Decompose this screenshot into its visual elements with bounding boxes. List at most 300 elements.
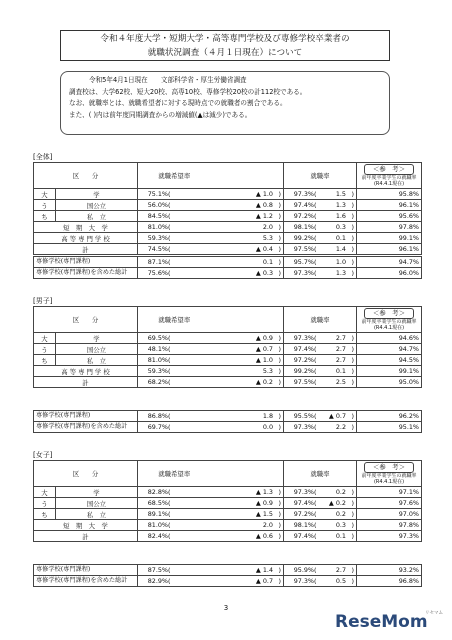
- hope-rate-value: 69.5%: [147, 334, 168, 342]
- reference-header: [357, 163, 422, 189]
- paren-open: (: [314, 488, 317, 496]
- reference-sub-1: 前年度卒業学生の就職率: [361, 473, 417, 479]
- employment-rate-cell: [284, 366, 357, 377]
- employment-rate-cell-value: 97.4%: [293, 499, 314, 507]
- paren-open: (: [314, 212, 317, 220]
- row-label: 短 期 大 学: [34, 222, 138, 233]
- hope-rate-cell: [138, 565, 284, 576]
- hope-rate-delta: 1.8: [262, 412, 274, 420]
- employment-rate-cell-delta: 2.7: [335, 345, 346, 353]
- paren-close: ): [351, 423, 355, 431]
- employment-rate-cell-value: 97.3%: [293, 423, 315, 431]
- row-label-2: 国公立: [56, 344, 138, 355]
- employment-rate-cell-delta: 1.4: [335, 245, 346, 253]
- hope-rate-delta: 5.3: [262, 367, 273, 375]
- page-number: 3: [223, 604, 229, 612]
- paren-open: (: [314, 234, 317, 242]
- paren-close: ): [278, 258, 282, 266]
- employment-rate-cell-value: 97.4%: [293, 201, 314, 209]
- employment-rate-cell: [284, 233, 357, 244]
- hope-rate-cell: [138, 422, 284, 433]
- employment-rate-cell: [284, 344, 357, 355]
- reference-rate-cell: 95.0%: [357, 377, 422, 388]
- hope-rate-delta: ▲ 0.2: [255, 378, 273, 386]
- reference-rate-cell: 94.7%: [357, 257, 422, 268]
- hope-rate-value: 82.4%: [147, 532, 168, 540]
- hope-rate-cell: [138, 576, 284, 587]
- paren-open: (: [314, 521, 317, 529]
- paren-close: ): [278, 510, 281, 518]
- hope-rate-cell: [138, 377, 284, 388]
- employment-rate-cell: [284, 498, 357, 509]
- reference-rate-cell: 95.1%: [357, 422, 422, 433]
- table-row: [34, 355, 422, 366]
- vocational-school-table: [33, 564, 422, 587]
- table-row: [34, 576, 422, 587]
- hope-rate-cell: [138, 531, 284, 542]
- employment-rate-cell: [284, 257, 357, 268]
- hope-rate-delta: 0.0: [262, 423, 274, 431]
- hope-rate-value: 75.1%: [147, 190, 168, 198]
- employment-rate-cell-delta: 0.1: [335, 532, 346, 540]
- paren-close: ): [351, 488, 354, 496]
- paren-close: ): [278, 356, 281, 364]
- hope-rate-cell: [138, 268, 284, 279]
- reference-rate-cell: 99.1%: [357, 366, 422, 377]
- employment-rate-cell: [284, 222, 357, 233]
- paren-open: (: [314, 412, 317, 420]
- logo-text: ReseMom: [335, 612, 428, 632]
- paren-close: ): [351, 521, 354, 529]
- section-label: [全体]: [33, 153, 53, 161]
- employment-rate-cell: [284, 422, 357, 433]
- vocational-row-label: 専修学校(専門課程): [34, 565, 138, 576]
- paren-open: (: [168, 258, 171, 266]
- hope-rate-delta: ▲ 0.7: [255, 577, 274, 585]
- paren-close: ): [278, 412, 282, 420]
- employment-rate-cell-value: 98.1%: [293, 223, 314, 231]
- section-label: [女子]: [33, 451, 53, 459]
- hope-rate-delta: ▲ 0.7: [255, 345, 273, 353]
- vocational-row-label: 専修学校(専門課程)を含めた総計: [34, 268, 138, 279]
- paren-open: (: [168, 356, 171, 364]
- table-row: [34, 233, 422, 244]
- reference-title: ＜参 考＞: [364, 308, 414, 319]
- employment-rate-cell: [284, 333, 357, 344]
- category-header: 区 分: [34, 307, 138, 333]
- reference-rate-cell: 96.8%: [357, 576, 422, 587]
- hope-rate-value: 89.1%: [147, 510, 168, 518]
- reference-rate-cell: 97.1%: [357, 487, 422, 498]
- reference-sub-1: 前年度卒業学生の就職率: [361, 319, 417, 325]
- hope-rate-delta: 2.0: [262, 521, 273, 529]
- hope-rate-value: 69.7%: [147, 423, 168, 431]
- row-label-2: 学: [56, 487, 138, 498]
- hope-rate-cell: [138, 200, 284, 211]
- paren-open: (: [314, 499, 317, 507]
- hope-rate-delta: ▲ 0.9: [255, 334, 273, 342]
- reference-rate-cell: 93.2%: [357, 565, 422, 576]
- category-header: 区 分: [34, 163, 138, 189]
- reference-rate-cell: 96.0%: [357, 268, 422, 279]
- employment-rate-cell-value: 97.2%: [293, 356, 314, 364]
- info-line-4: また、( )内は前年度同期調査からの増減値(▲は減少)である。: [69, 110, 252, 119]
- hope-rate-value: 82.9%: [147, 577, 168, 585]
- employment-rate-cell-delta: 0.1: [335, 234, 346, 242]
- hope-rate-cell: [138, 222, 284, 233]
- paren-close: ): [278, 488, 281, 496]
- row-label-2: 私 立: [56, 355, 138, 366]
- reference-rate-cell: 96.1%: [357, 200, 422, 211]
- employment-rate-cell: [284, 565, 357, 576]
- employment-rate-cell-value: 97.5%: [293, 245, 314, 253]
- hope-rate-cell: [138, 233, 284, 244]
- hope-rate-cell: [138, 211, 284, 222]
- paren-open: (: [168, 334, 171, 342]
- employment-rate-cell-delta: 1.5: [335, 190, 346, 198]
- paren-close: ): [351, 334, 354, 342]
- employment-rate-cell: [284, 355, 357, 366]
- hope-rate-value: 81.0%: [147, 223, 168, 231]
- employment-table: [33, 306, 422, 388]
- reference-rate-cell: 94.6%: [357, 333, 422, 344]
- table-row: [34, 422, 422, 433]
- paren-open: (: [314, 577, 317, 585]
- employment-rate-cell: [284, 509, 357, 520]
- category-header: 区 分: [34, 461, 138, 487]
- row-label-2: 学: [56, 189, 138, 200]
- table-header-row: [34, 307, 422, 333]
- paren-close: ): [351, 499, 354, 507]
- table-row: [34, 344, 422, 355]
- employment-rate-cell-delta: 1.3: [335, 201, 346, 209]
- reference-sub-2: (R4.4.1現在): [373, 479, 405, 485]
- paren-open: (: [168, 201, 171, 209]
- reference-rate-cell: 99.1%: [357, 233, 422, 244]
- paren-close: ): [351, 577, 355, 585]
- hope-rate-cell: [138, 487, 284, 498]
- employment-rate-cell-delta: 0.1: [335, 367, 346, 375]
- employment-rate-cell-delta: 2.2: [335, 423, 347, 431]
- employment-rate-cell-value: 97.3%: [293, 577, 315, 585]
- row-label-1: 大: [34, 333, 56, 344]
- hope-rate-header: 就職希望率: [138, 461, 211, 487]
- hope-rate-value: 82.8%: [147, 488, 168, 496]
- paren-open: (: [168, 499, 171, 507]
- employment-rate-cell-delta: 0.2: [335, 510, 346, 518]
- paren-open: (: [314, 223, 317, 231]
- table-row: [34, 565, 422, 576]
- employment-rate-cell-delta: 2.7: [335, 334, 346, 342]
- employment-rate-cell-value: 95.9%: [293, 566, 315, 574]
- paren-open: (: [168, 223, 171, 231]
- paren-open: (: [314, 566, 317, 574]
- employment-rate-cell-delta: 1.6: [335, 212, 346, 220]
- paren-close: ): [278, 334, 281, 342]
- table-row: [34, 257, 422, 268]
- paren-close: ): [278, 423, 282, 431]
- hope-rate-cell: [138, 333, 284, 344]
- paren-open: (: [314, 367, 317, 375]
- table-row: [34, 222, 422, 233]
- table-row: [34, 189, 422, 200]
- reference-rate-cell: 96.1%: [357, 244, 422, 255]
- row-label-1: ち: [34, 509, 56, 520]
- table-row: [34, 509, 422, 520]
- hope-rate-delta: ▲ 0.4: [255, 245, 273, 253]
- paren-close: ): [351, 356, 354, 364]
- document-title: [60, 30, 390, 61]
- hope-rate-cell: [138, 411, 284, 422]
- paren-open: (: [168, 190, 171, 198]
- hope-rate-delta: 5.3: [262, 234, 273, 242]
- reference-rate-cell: 96.2%: [357, 411, 422, 422]
- employment-rate-cell: [284, 211, 357, 222]
- info-line-2: 調査校は、大学62校、短大20校、高専10校、専修学校20校の計112校である。: [69, 87, 307, 96]
- row-label-1: 大: [34, 487, 56, 498]
- paren-close: ): [278, 577, 282, 585]
- paren-close: ): [351, 212, 354, 220]
- reference-rate-cell: 97.3%: [357, 531, 422, 542]
- hope-rate-header: 就職希望率: [138, 163, 211, 189]
- reference-rate-cell: 97.6%: [357, 498, 422, 509]
- paren-open: (: [314, 245, 317, 253]
- paren-close: ): [351, 378, 354, 386]
- paren-open: (: [314, 510, 317, 518]
- paren-open: (: [168, 412, 171, 420]
- employment-rate-cell: [284, 531, 357, 542]
- survey-info-box: [60, 71, 390, 135]
- employment-rate-cell-value: 97.4%: [293, 345, 314, 353]
- employment-rate-cell: [284, 244, 357, 255]
- paren-close: ): [278, 245, 281, 253]
- hope-rate-value: 59.3%: [147, 234, 168, 242]
- row-label-1: う: [34, 200, 56, 211]
- hope-rate-delta: ▲ 0.9: [255, 499, 273, 507]
- table-row: [34, 200, 422, 211]
- hope-rate-value: 68.5%: [147, 499, 168, 507]
- hope-rate-delta: ▲ 1.3: [255, 488, 273, 496]
- row-label-2: 私 立: [56, 211, 138, 222]
- row-label-1: 大: [34, 189, 56, 200]
- table-row: [34, 333, 422, 344]
- employment-rate-cell-value: 99.2%: [293, 367, 314, 375]
- hope-rate-value: 75.6%: [147, 269, 168, 277]
- paren-open: (: [168, 423, 171, 431]
- paren-close: ): [278, 190, 281, 198]
- reference-rate-cell: 97.8%: [357, 520, 422, 531]
- table-row: [34, 211, 422, 222]
- paren-open: (: [168, 577, 171, 585]
- paren-open: (: [168, 345, 171, 353]
- employment-rate-cell-value: 97.4%: [293, 532, 314, 540]
- reference-title: ＜参 考＞: [364, 164, 414, 175]
- paren-open: (: [314, 201, 317, 209]
- reference-header: [357, 307, 422, 333]
- paren-open: (: [314, 258, 317, 266]
- paren-open: (: [168, 212, 171, 220]
- row-label-1: う: [34, 498, 56, 509]
- hope-rate-delta: 2.0: [262, 223, 273, 231]
- resemom-logo: [335, 612, 428, 632]
- hope-rate-cell: [138, 344, 284, 355]
- hope-rate-cell: [138, 498, 284, 509]
- paren-close: ): [351, 201, 354, 209]
- paren-close: ): [278, 345, 281, 353]
- row-label-2: 学: [56, 333, 138, 344]
- paren-close: ): [278, 212, 281, 220]
- paren-close: ): [278, 223, 281, 231]
- info-line-3: なお、就職率とは、就職希望者に対する現時点での就職者の割合である。: [69, 99, 287, 108]
- employment-rate-cell-value: 95.7%: [293, 258, 315, 266]
- employment-rate-cell: [284, 576, 357, 587]
- employment-table: [33, 460, 422, 542]
- hope-rate-value: 86.8%: [147, 412, 168, 420]
- employment-rate-cell-delta: 2.7: [335, 566, 347, 574]
- reference-sub-2: (R4.4.1現在): [373, 181, 405, 187]
- title-line-2: 就職状況調査（４月１日現在）について: [147, 48, 303, 58]
- vocational-row-label: 専修学校(専門課程): [34, 257, 138, 268]
- hope-rate-cell: [138, 257, 284, 268]
- employment-rate-cell: [284, 200, 357, 211]
- employment-rate-cell-value: 98.1%: [293, 521, 314, 529]
- employment-rate-cell-value: 97.2%: [293, 510, 314, 518]
- employment-rate-cell-delta: 2.7: [335, 356, 346, 364]
- paren-close: ): [351, 367, 354, 375]
- hope-rate-header: 就職希望率: [138, 307, 211, 333]
- paren-close: ): [278, 269, 282, 277]
- row-label: 計: [34, 244, 138, 255]
- table-row: [34, 520, 422, 531]
- reference-header: [357, 461, 422, 487]
- reference-rate-cell: 97.8%: [357, 222, 422, 233]
- paren-close: ): [351, 245, 354, 253]
- hope-rate-cell: [138, 520, 284, 531]
- table-row: [34, 268, 422, 279]
- row-label: 高 等 専 門 学 校: [34, 233, 138, 244]
- hope-rate-delta: ▲ 1.2: [255, 212, 273, 220]
- table-row: [34, 244, 422, 255]
- employment-rate-cell-delta: 2.5: [335, 378, 346, 386]
- table-header-row: [34, 461, 422, 487]
- hope-rate-value: 81.0%: [147, 356, 168, 364]
- hope-rate-header-spacer: [211, 307, 284, 333]
- paren-open: (: [168, 488, 171, 496]
- hope-rate-cell: [138, 244, 284, 255]
- row-label: 計: [34, 531, 138, 542]
- paren-open: (: [314, 423, 317, 431]
- row-label-1: ち: [34, 211, 56, 222]
- hope-rate-cell: [138, 509, 284, 520]
- hope-rate-value: 68.2%: [147, 378, 168, 386]
- hope-rate-delta: ▲ 1.4: [255, 566, 274, 574]
- reference-sub-1: 前年度卒業学生の就職率: [361, 175, 417, 181]
- paren-open: (: [314, 356, 317, 364]
- hope-rate-delta: ▲ 1.0: [255, 356, 273, 364]
- paren-open: (: [314, 345, 317, 353]
- employment-rate-cell: [284, 520, 357, 531]
- hope-rate-header-spacer: [211, 163, 284, 189]
- paren-close: ): [278, 566, 282, 574]
- paren-close: ): [351, 412, 355, 420]
- reference-rate-cell: 95.8%: [357, 189, 422, 200]
- employment-rate-cell-delta: 1.0: [335, 258, 347, 266]
- row-label: 短 期 大 学: [34, 520, 138, 531]
- hope-rate-value: 81.0%: [147, 521, 168, 529]
- paren-open: (: [314, 334, 317, 342]
- vocational-row-label: 専修学校(専門課程)を含めた総計: [34, 422, 138, 433]
- paren-open: (: [168, 269, 171, 277]
- employment-rate-cell-delta: 0.3: [335, 521, 346, 529]
- employment-rate-cell-value: 97.5%: [293, 378, 314, 386]
- paren-open: (: [168, 378, 171, 386]
- employment-rate-cell-value: 97.2%: [293, 212, 314, 220]
- employment-table: [33, 162, 422, 255]
- reference-rate-cell: 97.0%: [357, 509, 422, 520]
- paren-open: (: [314, 378, 317, 386]
- employment-rate-cell-delta: 1.3: [335, 269, 347, 277]
- table-header-row: [34, 163, 422, 189]
- hope-rate-delta: ▲ 1.5: [255, 510, 273, 518]
- table-row: [34, 411, 422, 422]
- row-label-2: 国公立: [56, 200, 138, 211]
- paren-close: ): [351, 269, 355, 277]
- hope-rate-cell: [138, 366, 284, 377]
- row-label-1: ち: [34, 355, 56, 366]
- paren-open: (: [168, 521, 171, 529]
- reference-rate-cell: 94.5%: [357, 355, 422, 366]
- paren-open: (: [168, 367, 171, 375]
- hope-rate-value: 59.3%: [147, 367, 168, 375]
- reference-sub-2: (R4.4.1現在): [373, 325, 405, 331]
- row-label: 高 等 専 門 学 校: [34, 366, 138, 377]
- employment-rate-header: 就職率: [284, 461, 357, 487]
- vocational-school-table: [33, 410, 422, 433]
- paren-open: (: [168, 532, 171, 540]
- reference-rate-cell: 94.7%: [357, 344, 422, 355]
- paren-close: ): [278, 499, 281, 507]
- employment-rate-cell: [284, 377, 357, 388]
- paren-open: (: [314, 269, 317, 277]
- hope-rate-cell: [138, 355, 284, 366]
- paren-close: ): [351, 510, 354, 518]
- paren-open: (: [168, 234, 171, 242]
- paren-close: ): [278, 521, 281, 529]
- employment-rate-cell-delta: 0.2: [335, 488, 346, 496]
- employment-rate-header: 就職率: [284, 163, 357, 189]
- paren-close: ): [351, 223, 354, 231]
- row-label-2: 私 立: [56, 509, 138, 520]
- paren-close: ): [278, 234, 281, 242]
- hope-rate-value: 87.1%: [147, 258, 168, 266]
- paren-close: ): [351, 234, 354, 242]
- employment-rate-cell-delta: ▲ 0.2: [328, 499, 346, 507]
- row-label: 計: [34, 377, 138, 388]
- employment-rate-cell-delta: 0.5: [335, 577, 347, 585]
- hope-rate-value: 84.5%: [147, 212, 168, 220]
- table-row: [34, 487, 422, 498]
- hope-rate-delta: ▲ 0.6: [255, 532, 273, 540]
- vocational-row-label: 専修学校(専門課程): [34, 411, 138, 422]
- employment-rate-cell-value: 95.5%: [293, 412, 315, 420]
- paren-open: (: [168, 566, 171, 574]
- hope-rate-cell: [138, 189, 284, 200]
- employment-rate-cell-value: 97.3%: [293, 269, 315, 277]
- hope-rate-delta: ▲ 0.3: [255, 269, 274, 277]
- hope-rate-value: 74.5%: [147, 245, 168, 253]
- title-line-1: 令和４年度大学・短期大学・高等専門学校及び専修学校卒業者の: [100, 34, 350, 44]
- employment-rate-header: 就職率: [284, 307, 357, 333]
